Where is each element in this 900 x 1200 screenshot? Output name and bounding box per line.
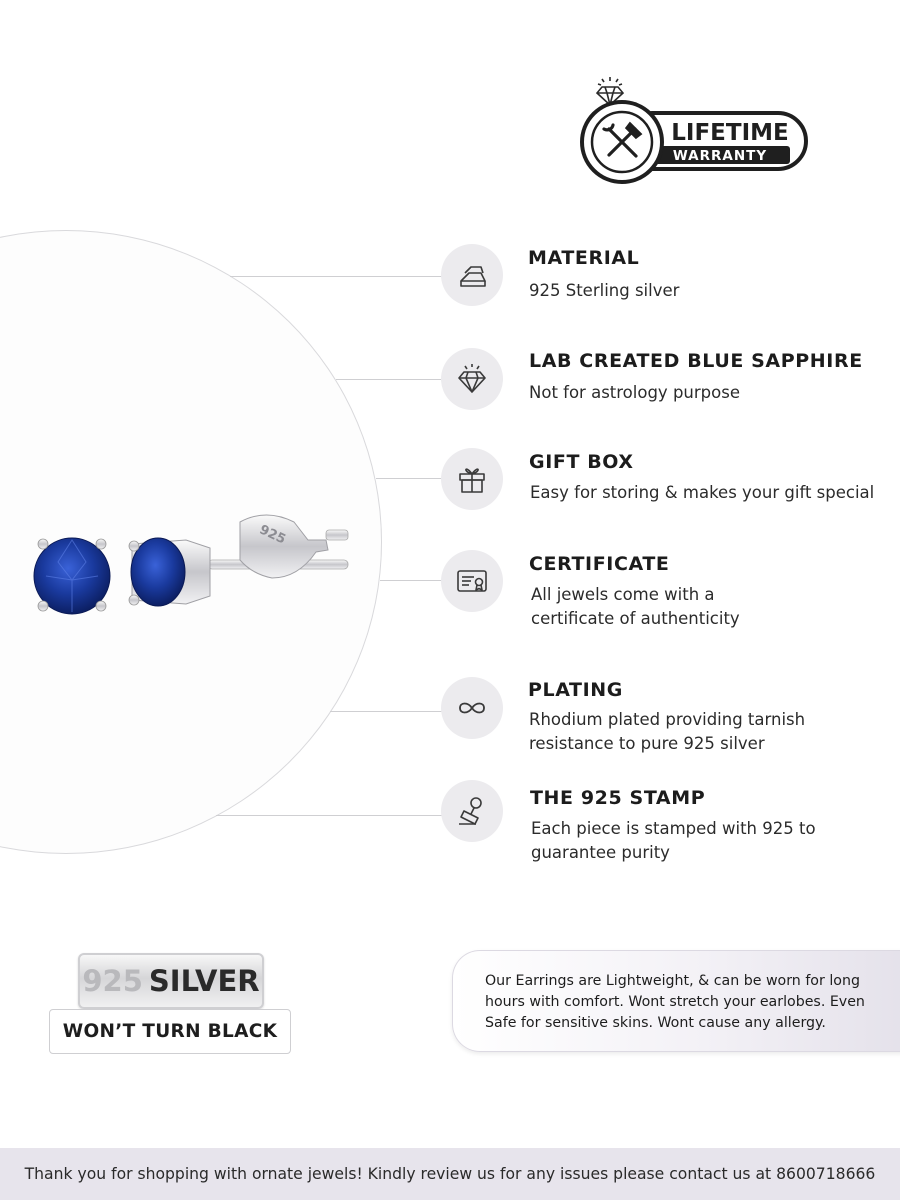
feature-icon-certificate [441,550,503,612]
sapphire-stud-earrings [26,500,356,625]
feature-title-certificate: CERTIFICATE [529,553,670,575]
earring-side [129,515,348,606]
feature-icon-plating [441,677,503,739]
warranty-line1: LIFETIME [671,120,789,146]
feature-title-sapphire: LAB CREATED BLUE SAPPHIRE [529,350,863,372]
connector-line [216,815,442,816]
feature-title-gift-box: GIFT BOX [529,451,634,473]
silver-925-badge [78,953,264,1009]
info-line: Our Earrings are Lightweight, & can be worn for long [485,973,860,989]
feature-icon-material [441,244,503,306]
diamond-icon [454,361,490,397]
feature-title-material: MATERIAL [528,247,640,269]
feature-icon-gift-box [441,448,503,510]
stamp-925-text: 925 [256,522,288,548]
feature-title-stamp: THE 925 STAMP [530,787,706,809]
footer-text: Thank you for shopping with ornate jewels! Kindly review us for any issues please contact us at 8600718666 [24,1165,876,1183]
feature-desc-stamp-2: guarantee purity [531,843,670,862]
warranty-line2: WARRANTY [672,148,768,164]
feature-desc-stamp-1: Each piece is stamped with 925 to [531,819,816,838]
connector-line [376,478,442,479]
connector-line [336,379,442,380]
feature-desc-material: 925 Sterling silver [529,281,680,300]
feature-desc-plating-1: Rhodium plated providing tarnish [529,710,806,729]
connector-line [230,276,442,277]
feature-title-plating: PLATING [528,679,623,701]
feature-icon-stamp [441,780,503,842]
feature-desc-sapphire: Not for astrology purpose [529,383,740,402]
connector-line [330,711,442,712]
feature-desc-certificate-2: certificate of authenticity [531,609,740,628]
feature-desc-gift-box: Easy for storing & makes your gift special [530,483,875,502]
feature-icon-sapphire [441,348,503,410]
infinity-icon [454,690,490,726]
info-line: hours with comfort. Wont stretch your earlobes. Even [485,994,865,1010]
info-line: Safe for sensitive skins. Wont cause any allergy. [485,1015,826,1031]
gift-box-icon [454,461,490,497]
comfort-info-box [452,950,900,1052]
stamp-icon [454,793,490,829]
connector-line [380,580,442,581]
silver-bars-icon [454,257,490,293]
footer-bar [0,1148,900,1200]
silver-badge-number: 925 [82,964,143,998]
wont-turn-black-badge: WON’T TURN BLACK [49,1009,291,1054]
silver-badge-word: SILVER [148,964,260,998]
lifetime-warranty-badge [576,76,812,184]
certificate-icon [454,563,490,599]
feature-desc-certificate-1: All jewels come with a [531,585,715,604]
earring-front [34,538,110,614]
feature-desc-plating-2: resistance to pure 925 silver [529,734,765,753]
